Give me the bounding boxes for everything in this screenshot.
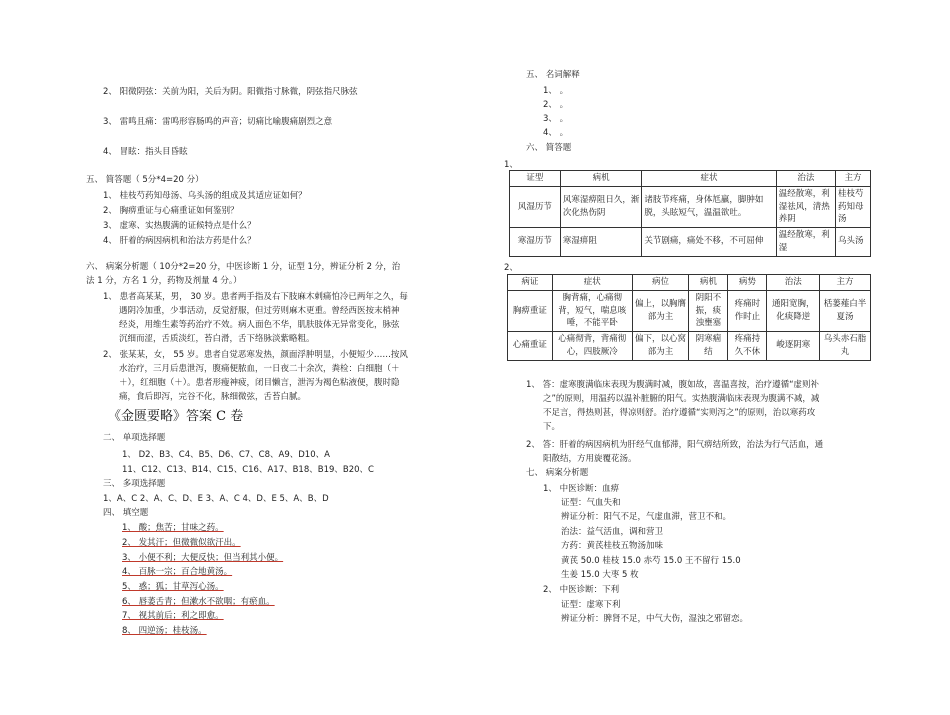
case-1-pattern: 证型：气血失和 <box>561 498 621 508</box>
case-1-treatment: 治法：益气活血，调和营卫 <box>561 527 664 537</box>
fill-answer-4: 4、 百脉一宗；百合地黄汤。 <box>122 567 233 577</box>
answer-1-line-4: 下。 <box>543 422 561 432</box>
question-1: 1、 桂枝芍药知母汤、乌头汤的组成及其适应证如何？ <box>103 191 307 201</box>
table-cell: 乌头赤石脂丸 <box>820 332 871 361</box>
table-1 <box>509 170 871 257</box>
term-4: 4、 。 <box>543 128 569 138</box>
table-cell: 温经散寒，利湿 <box>776 228 835 257</box>
table-row <box>510 228 871 257</box>
case-1-line-3: 经炎，用维生素等药治疗不效。病人面色不华，肌肤肢体无异常变化，脉弦 <box>119 320 400 330</box>
answer-1-line-3: 不足言，得热则甚，得凉则舒。治疗遵循“实则泻之”的原则，治以寒药攻 <box>543 408 816 418</box>
case-1-diagnosis: 1、 中医诊断：血痹 <box>543 484 620 494</box>
table-row <box>510 186 871 227</box>
case-1-line-2: 遇阴冷加重，少事活动，反觉舒服，但过劳则麻木更重。曾经西医按末梢神 <box>119 306 400 316</box>
header-cell: 主方 <box>836 171 871 187</box>
case-2-diagnosis: 2、 中医诊断：下利 <box>543 585 620 595</box>
table-row <box>508 290 871 331</box>
answer-2-line-2: 阳散结，方用旋覆花汤。 <box>543 454 637 464</box>
term-3: 3、 。 <box>543 114 569 124</box>
table-cell: 栝蒌薤白半夏汤 <box>820 290 871 331</box>
question-2: 2、 胸痹重证与心痛重证如何鉴别？ <box>103 206 239 216</box>
table-cell: 关节剧痛，痛处不移，不可屈伸 <box>642 228 776 257</box>
fill-answer-6: 6、 唇萎舌青；但漱水不欲咽；有瘀血。 <box>122 597 275 607</box>
table-header-row <box>508 275 871 291</box>
case-2-line-3: ＋），红细胞（＋）。患者形瘦神疲，闭目懒言，泄泻为褐色粘液便，腹时隐 <box>119 378 400 388</box>
case-1-herbs-1: 黄芪 50.0 桂枝 15.0 赤芍 15.0 王不留行 15.0 <box>561 556 741 566</box>
section-4-heading: 四、 填空题 <box>103 508 149 518</box>
right-column <box>475 0 950 715</box>
question-4: 4、 肝着的病因病机和治法方药是什么？ <box>103 236 256 246</box>
answer-title: 《金匮要略》答案 C 卷 <box>108 409 244 424</box>
table-cell: 峻逐阴寒 <box>767 332 820 361</box>
case-1-line-4: 沉细而涩，舌质淡红，苔白滑，舌下络脉淡紫略粗。 <box>119 334 315 344</box>
answer-2-line-1: 2、 答：肝着的病因病机为肝经气血郁滞，阳气痹结所致，治法为行气活血，通 <box>526 440 824 450</box>
fill-answer-1: 1、 酸；焦苦；甘味之药。 <box>122 523 224 533</box>
table-cell: 阴寒痼结 <box>689 332 728 361</box>
table-cell: 乌头汤 <box>836 228 871 257</box>
section-6-heading: 六、 病案分析题（ 10分*2=20 分，中医诊断 1 分，证型 1分，辨证分析 2 分，治 <box>86 262 401 272</box>
header-cell: 病势 <box>728 275 767 291</box>
multi-choice-answers: 1、A、C 2、A、C、D、E 3、A、C 4、D、E 5、A、B、D <box>103 494 329 504</box>
table-cell: 诸肢节疼痛，身体尪羸，脚肿如脱，头眩短气，温温欲吐。 <box>642 186 776 227</box>
header-cell: 证型 <box>510 171 561 187</box>
table-cell: 疼痛持久不休 <box>728 332 767 361</box>
header-cell: 病位 <box>632 275 689 291</box>
single-choice-answers-1: 1、 D2、B3、C4、B5、D6、C7、C8、A9、D10、A <box>122 450 330 460</box>
table-cell: 寒湿痹阻 <box>560 228 642 257</box>
case-1-analysis: 辨证分析：阳气不足，气虚血滞，营卫不和。 <box>561 512 732 522</box>
header-cell: 治法 <box>767 275 820 291</box>
case-2-analysis: 辨证分析：脾肾不足，中气大伤，湿浊之邪留恋。 <box>561 614 749 624</box>
term-2: 2、 阳微阴弦：关前为阳，关后为阴。阳微指寸脉微，阴弦指尺脉弦 <box>103 87 358 97</box>
case-2-line-1: 2、 张某某，女， 55 岁。患者自觉恶寒发热，颜面浮肿明显，小便短少……按风 <box>103 350 408 360</box>
fill-answer-7: 7、 视其前后；利之即愈。 <box>122 611 224 621</box>
table-row <box>508 332 871 361</box>
term-3: 3、 雷鸣且痛：雷鸣形容肠鸣的声音；切痛比喻腹痛剧烈之意 <box>103 117 333 127</box>
fill-answer-2: 2、 发其汗；但微微似欲汗出。 <box>122 538 241 548</box>
table-cell: 通阳宽胸，化痰降逆 <box>767 290 820 331</box>
case-2-line-4: 痛，食后即泻，完谷不化，脉细微弦，舌苔白腻。 <box>119 392 307 402</box>
table-cell: 寒湿历节 <box>510 228 561 257</box>
fill-answer-8: 8、 四逆汤；桂枝汤。 <box>122 626 207 636</box>
header-cell: 病机 <box>560 171 642 187</box>
section-5-heading: 五、 名词解释 <box>526 70 580 80</box>
section-6-heading: 六、 简答题 <box>526 143 572 153</box>
header-cell: 症状 <box>552 275 632 291</box>
table-cell: 心痛彻背，背痛彻心，四肢厥冷 <box>552 332 632 361</box>
section-2-heading: 二、 单项选择题 <box>103 433 166 443</box>
single-choice-answers-2: 11、C12、C13、B14、C15、C16、A17、B18、B19、B20、C <box>122 465 374 475</box>
header-cell: 治法 <box>776 171 835 187</box>
header-cell: 症状 <box>642 171 776 187</box>
table-cell: 胸背痛，心痛彻背，短气，喘息咳唾，不能平卧 <box>552 290 632 331</box>
table-header-row <box>510 171 871 187</box>
answer-1-line-2: 之”的原则，用温药以温补脏腑的阳气。实热腹满临床表现为腹满不减，减 <box>543 394 820 404</box>
section-3-heading: 三、 多项选择题 <box>103 479 166 489</box>
table-1-label: 1、 <box>504 160 518 170</box>
section-5-heading: 五、 简答题（ 5分*4=20 分） <box>86 175 204 185</box>
table-cell: 偏上，以胸膺部为主 <box>632 290 689 331</box>
term-4: 4、 冒眩：指头目昏眩 <box>103 147 188 157</box>
case-1-formula: 方药：黄芪桂枝五物汤加味 <box>561 541 664 551</box>
case-2-line-2: 水治疗，三月后患泄泻，腹痛便脓血，一日夜二十余次，粪检：白细胞（＋ <box>119 364 400 374</box>
term-2: 2、 。 <box>543 100 569 110</box>
table-cell: 桂枝芍药知母汤 <box>836 186 871 227</box>
table-cell: 胸痹重证 <box>508 290 553 331</box>
section-7-heading: 七、 病案分析题 <box>526 468 589 478</box>
table-cell: 温经散寒，利湿祛风，清热养阴 <box>776 186 835 227</box>
term-1: 1、 。 <box>543 86 569 96</box>
case-1-line-1: 1、 患者高某某，男， 30 岁。患者两手指及右下肢麻木剌痛怕冷已两年之久，每 <box>103 292 408 302</box>
header-cell: 主方 <box>820 275 871 291</box>
section-6-heading-cont: 法 1 分，方名 1 分，药物及剂量 4 分。） <box>86 276 242 286</box>
table-cell: 偏下，以心窝部为主 <box>632 332 689 361</box>
fill-answer-3: 3、 小便不利；大便反快；但当利其小便。 <box>122 553 284 563</box>
question-3: 3、 虚寒、实热腹满的证候特点是什么？ <box>103 221 256 231</box>
table-cell: 疼痛时作时止 <box>728 290 767 331</box>
table-cell: 阴阳不振，痰浊壅塞 <box>689 290 728 331</box>
answer-1-line-1: 1、 答：虚寒腹满临床表现为腹满时减，腹如故，喜温喜按，治疗遵循“虚则补 <box>526 380 820 390</box>
fill-answer-5: 5、 惑；狐；甘草泻心汤。 <box>122 582 224 592</box>
header-cell: 病证 <box>508 275 553 291</box>
table-2-label: 2、 <box>504 263 518 273</box>
case-2-pattern: 证型：虚寒下利 <box>561 600 621 610</box>
table-cell: 风寒湿痹阻日久，渐次化热伤阴 <box>560 186 642 227</box>
header-cell: 病机 <box>689 275 728 291</box>
table-2 <box>507 274 871 361</box>
case-1-herbs-2: 生姜 15.0 大枣 5 枚 <box>561 570 639 580</box>
table-cell: 心痛重证 <box>508 332 553 361</box>
table-cell: 风湿历节 <box>510 186 561 227</box>
